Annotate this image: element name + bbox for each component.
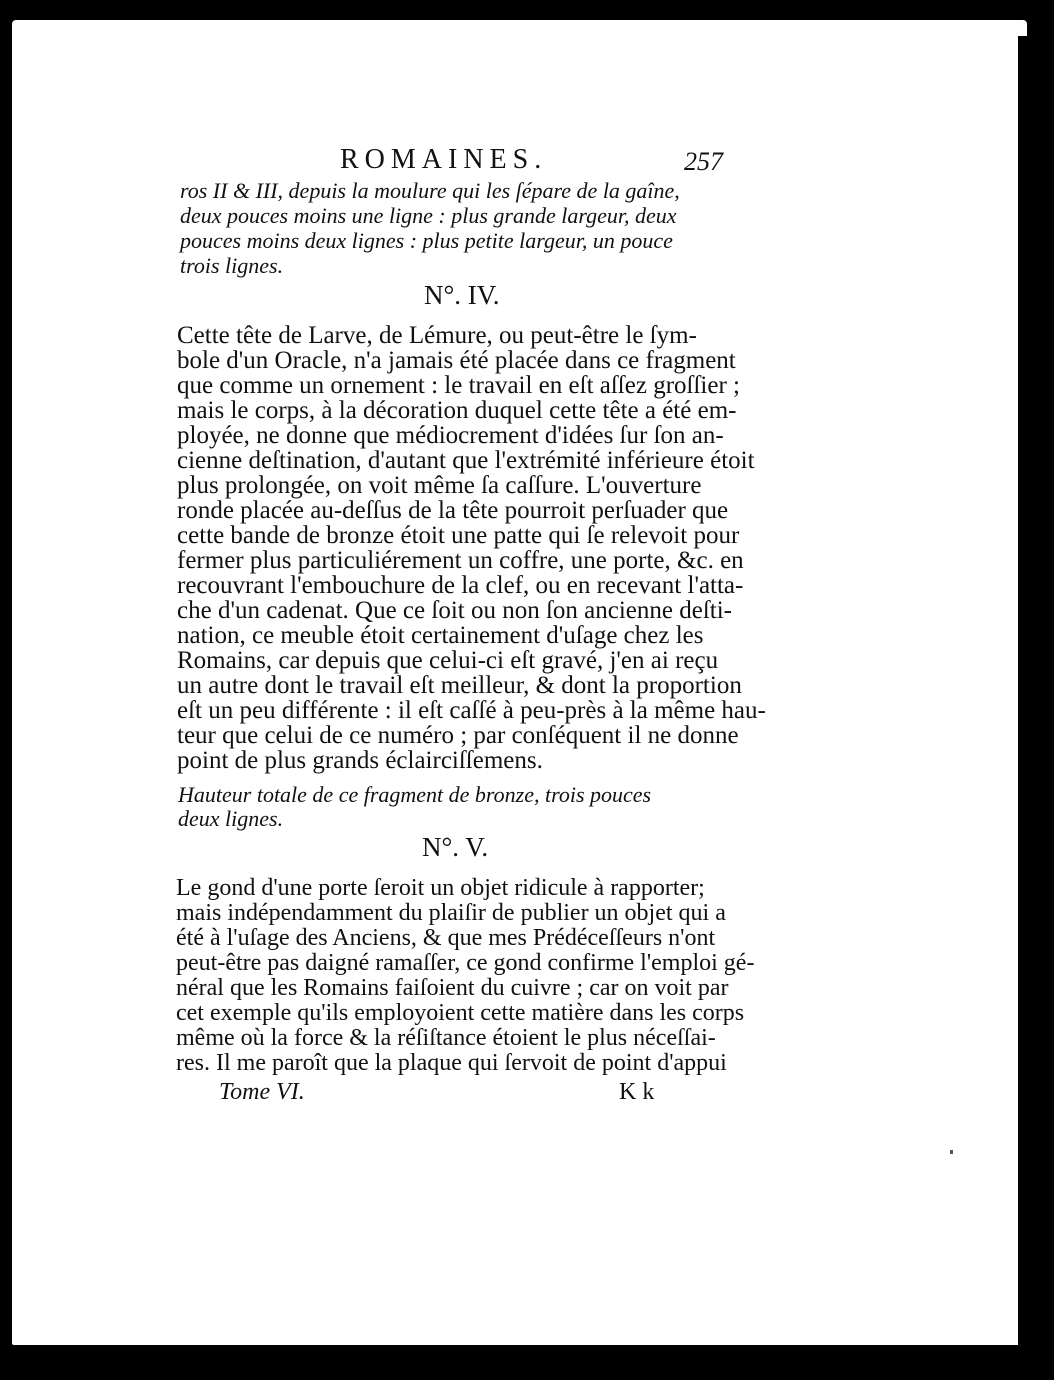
paragraph-line: peut-être pas daigné ramaſſer, ce gond confirme l'emploi gé- bbox=[176, 950, 755, 976]
volume-label: Tome VI. bbox=[219, 1079, 305, 1105]
paragraph-line: nation, ce meuble étoit certainement d'uſage chez les bbox=[177, 622, 704, 649]
scan-border bbox=[1018, 36, 1032, 1354]
continuation-line: trois lignes. bbox=[180, 253, 284, 278]
paragraph-line: été à l'uſage des Anciens, & que mes Prédéceſſeurs n'ont bbox=[176, 925, 716, 951]
continuation-line: deux pouces moins une ligne : plus grande largeur, deux bbox=[180, 203, 677, 228]
running-head: ROMAINES. bbox=[340, 144, 548, 175]
paragraph-line: néral que les Romains faiſoient du cuivre ; car on voit par bbox=[176, 975, 729, 1001]
paragraph-line: Romains, car depuis que celui-ci eſt gravé, j'en ai reçu bbox=[177, 647, 719, 674]
page-number: 257 bbox=[684, 147, 723, 176]
paragraph-line: eſt un peu différente : il eſt caſſé à peu-près à la même hau- bbox=[177, 697, 766, 724]
paragraph-line: point de plus grands éclairciſſemens. bbox=[177, 747, 543, 774]
paragraph-line: cet exemple qu'ils employoient cette matière dans les corps bbox=[176, 1000, 745, 1026]
paragraph-line: un autre dont le travail eſt meilleur, & dont la proportion bbox=[177, 672, 742, 699]
paragraph-line: mais le corps, à la décoration duquel cette tête a été em- bbox=[177, 397, 737, 424]
continuation-line: ros II & III, depuis la moulure qui les ſépare de la gaîne, bbox=[180, 178, 680, 203]
paragraph-line: res. Il me paroît que la plaque qui ſervoit de point d'appui bbox=[176, 1050, 727, 1076]
margin-speck bbox=[950, 1150, 953, 1154]
book-page bbox=[12, 20, 1027, 1345]
paragraph-line: cette bande de bronze étoit une patte qui ſe relevoit pour bbox=[177, 522, 740, 549]
measurement-line: Hauteur totale de ce fragment de bronze, trois pouces bbox=[178, 782, 652, 807]
paragraph-line: mais indépendamment du plaiſir de publier un objet qui a bbox=[176, 900, 726, 926]
paragraph-line: teur que celui de ce numéro ; par conſéquent il ne donne bbox=[177, 722, 739, 749]
paragraph-line: plus prolongée, on voit même ſa caſſure. L'ouverture bbox=[177, 472, 702, 499]
section-heading-iv: N°. IV. bbox=[424, 280, 500, 310]
continuation-line: pouces moins deux lignes : plus petite largeur, un pouce bbox=[180, 228, 673, 253]
paragraph-line: fermer plus particuliérement un coffre, une porte, &c. en bbox=[177, 547, 744, 574]
paragraph-line: che d'un cadenat. Que ce ſoit ou non ſon ancienne deſti- bbox=[177, 597, 732, 624]
paragraph-line: Cette tête de Larve, de Lémure, ou peut-être le ſym- bbox=[177, 322, 697, 349]
paragraph-line: Le gond d'une porte ſeroit un objet ridicule à rapporter; bbox=[176, 875, 705, 901]
signature-mark: K k bbox=[619, 1079, 655, 1105]
paragraph-line: même où la force & la réſiſtance étoient le plus néceſſai- bbox=[176, 1025, 716, 1051]
paragraph-line: ronde placée au-deſſus de la tête pourroit perſuader que bbox=[177, 497, 729, 524]
section-heading-v: N°. V. bbox=[422, 832, 489, 862]
paragraph-line: cienne deſtination, d'autant que l'extrémité inférieure étoit bbox=[177, 447, 755, 474]
paragraph-line: que comme un ornement : le travail en eſt aſſez groſſier ; bbox=[177, 372, 740, 399]
paragraph-line: recouvrant l'embouchure de la clef, ou en recevant l'atta- bbox=[177, 572, 744, 599]
paragraph-line: bole d'un Oracle, n'a jamais été placée dans ce fragment bbox=[177, 347, 736, 374]
paragraph-line: ployée, ne donne que médiocrement d'idées ſur ſon an- bbox=[177, 422, 724, 449]
measurement-line: deux lignes. bbox=[178, 806, 284, 831]
